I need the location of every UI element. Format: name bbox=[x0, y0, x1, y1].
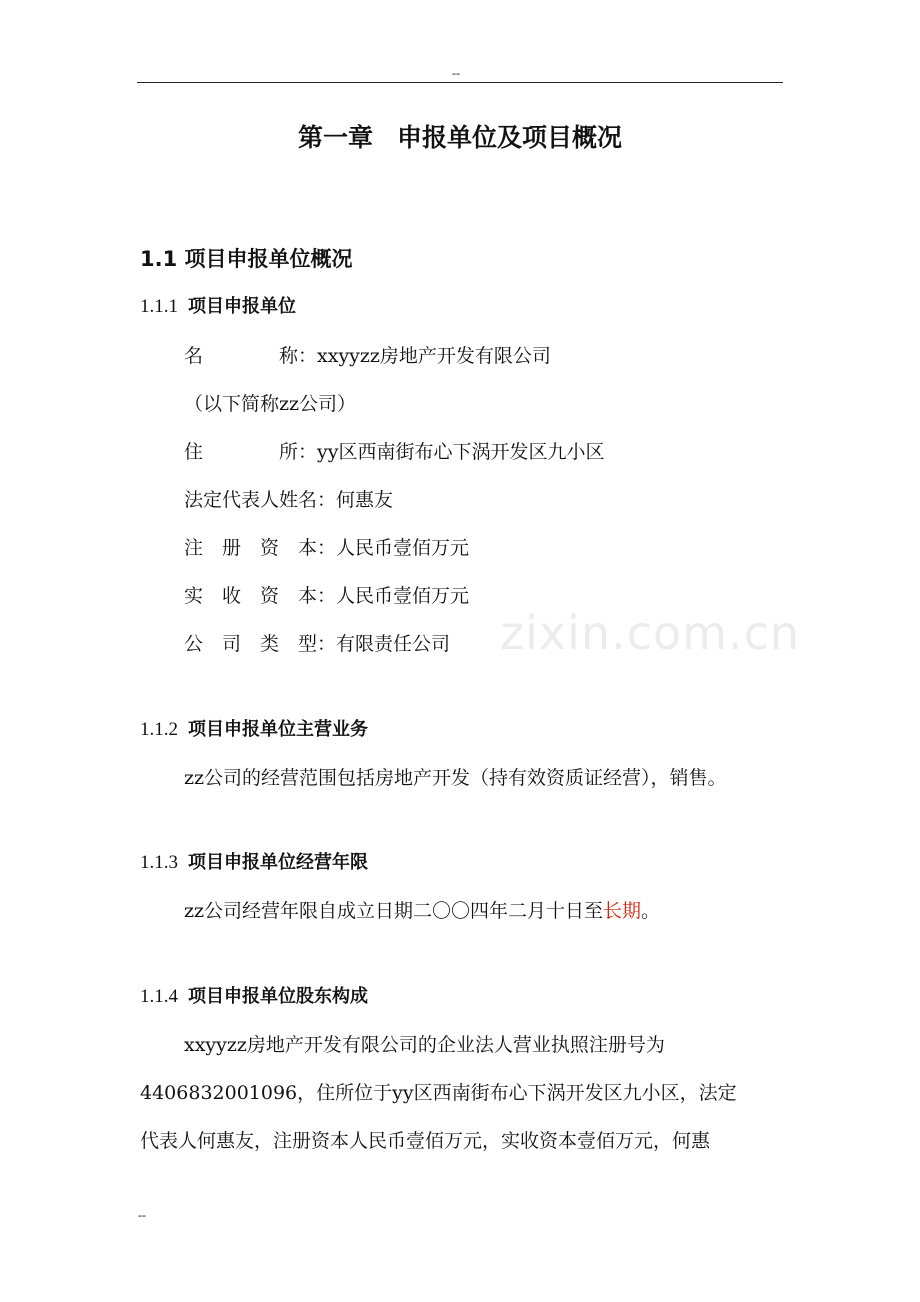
section-title: 项目申报单位股东构成 bbox=[188, 986, 368, 1007]
field-value: 有限责任公司 bbox=[336, 633, 451, 655]
field-label: 名 称： bbox=[184, 345, 318, 367]
section-number: 1.1.4 bbox=[140, 986, 178, 1007]
field-legal-rep bbox=[184, 485, 393, 512]
field-value: yy区西南街布心下涡开发区九小区 bbox=[317, 441, 605, 463]
field-label: 注 册 资 本： bbox=[184, 537, 337, 559]
shareholder-line-3: 代表人何惠友，注册资本人民币壹佰万元，实收资本壹佰万元，何惠 bbox=[140, 1130, 711, 1152]
field-value: 人民币壹佰万元 bbox=[336, 585, 470, 607]
field-label: （以下简称zz公司） bbox=[184, 393, 357, 415]
shareholder-line-1: xxyyzz房地产开发有限公司的企业法人营业执照注册号为 bbox=[184, 1034, 665, 1056]
section-1-1-4-heading bbox=[140, 982, 368, 1008]
header-mark: -- bbox=[452, 66, 460, 80]
field-name bbox=[184, 341, 551, 368]
section-1-1-1-heading bbox=[140, 292, 296, 318]
header-rule bbox=[137, 82, 783, 83]
chapter-number: 第一章 bbox=[297, 123, 373, 152]
section-title: 项目申报单位 bbox=[188, 296, 296, 317]
section-1-1-heading: 1.1 项目申报单位概况 bbox=[140, 247, 353, 271]
field-value: 人民币壹佰万元 bbox=[336, 537, 470, 559]
section-title: 项目申报单位经营年限 bbox=[188, 852, 368, 873]
shareholder-line-2: 4406832001096，住所位于yy区西南街布心下涡开发区九小区，法定 bbox=[140, 1082, 737, 1104]
section-number: 1.1.3 bbox=[140, 852, 178, 873]
watermark: zixin.com.cn bbox=[500, 606, 801, 660]
field-company-type bbox=[184, 629, 450, 656]
field-address bbox=[184, 437, 604, 464]
footer-mark: -- bbox=[138, 1208, 146, 1222]
section-title: 项目申报单位主营业务 bbox=[188, 719, 368, 740]
field-label: 法定代表人姓名： bbox=[184, 489, 337, 511]
operating-term-paragraph bbox=[184, 896, 660, 923]
field-registered-capital bbox=[184, 533, 469, 560]
field-value: 何惠友 bbox=[336, 489, 394, 511]
section-number: 1.1.2 bbox=[140, 719, 178, 740]
field-paid-capital bbox=[184, 581, 469, 608]
section-1-1-3-heading bbox=[140, 848, 368, 874]
chapter-heading: 申报单位及项目概况 bbox=[397, 123, 623, 152]
chapter-title bbox=[0, 118, 920, 154]
term-highlight: 长期 bbox=[603, 900, 642, 922]
field-label: 公 司 类 型： bbox=[184, 633, 337, 655]
field-label: 住 所： bbox=[184, 441, 318, 463]
field-label: 实 收 资 本： bbox=[184, 585, 337, 607]
section-1-1-2-heading bbox=[140, 715, 368, 741]
field-value: xxyyzz房地产开发有限公司 bbox=[317, 345, 551, 367]
section-number: 1.1.1 bbox=[140, 296, 178, 317]
field-abbreviation bbox=[184, 389, 356, 416]
term-end: 。 bbox=[641, 900, 661, 922]
business-scope-paragraph: zz公司的经营范围包括房地产开发（持有效资质证经营），销售。 bbox=[184, 767, 727, 789]
term-text: zz公司经营年限自成立日期二〇〇四年二月十日至 bbox=[184, 900, 604, 922]
